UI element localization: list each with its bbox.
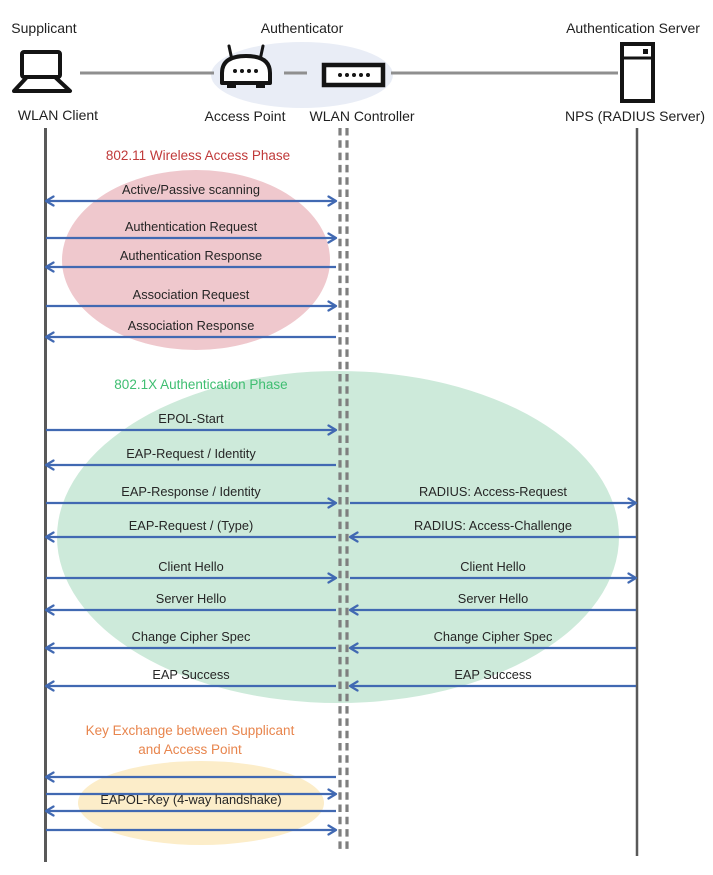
actor-role-authentication-server: Authentication Server: [566, 20, 700, 36]
message-label: Authentication Request: [124, 219, 258, 234]
phase-title-8021x-authentication: 802.1X Authentication Phase: [114, 377, 288, 392]
message-label: Change Cipher Spec: [433, 629, 553, 644]
message-label: EAP-Request / Identity: [126, 446, 256, 461]
message-label: Server Hello: [155, 591, 227, 606]
message-label: EAP-Response / Identity: [121, 484, 261, 499]
phase-title-80211-wireless-access: 802.11 Wireless Access Phase: [105, 148, 291, 163]
message-label: RADIUS: Access-Request: [419, 484, 567, 499]
message-label: Active/Passive scanning: [122, 182, 260, 197]
actor-device-nps-radius-server: NPS (RADIUS Server): [564, 108, 706, 124]
message-label: RADIUS: Access-Challenge: [414, 518, 572, 533]
actor-role-supplicant: Supplicant: [11, 20, 77, 36]
message-label: Client Hello: [158, 559, 224, 574]
actor-device-access-point: Access Point: [204, 108, 286, 124]
message-label: Change Cipher Spec: [131, 629, 251, 644]
message-label: Server Hello: [457, 591, 529, 606]
message-label: Authentication Response: [119, 248, 263, 263]
phase-title-key-exchange: Key Exchange between Supplicant and Access Point: [85, 723, 295, 757]
message-label: EPOL-Start: [158, 411, 224, 426]
message-label: Association Request: [132, 287, 250, 302]
actor-device-wlan-controller: WLAN Controller: [309, 108, 415, 124]
message-label: EAP-Request / (Type): [128, 518, 254, 533]
message-label: Client Hello: [460, 559, 526, 574]
actor-device-wlan-client: WLAN Client: [17, 107, 99, 123]
message-label: EAP Success: [152, 667, 230, 682]
server-tower-icon: [622, 44, 653, 101]
controller-switch-icon: [324, 65, 383, 85]
actor-role-authenticator: Authenticator: [260, 20, 344, 36]
message-label: EAPOL-Key (4-way handshake): [100, 792, 282, 807]
message-label: EAP Success: [454, 667, 532, 682]
laptop-icon: [14, 52, 70, 91]
message-label: Association Response: [127, 318, 255, 333]
